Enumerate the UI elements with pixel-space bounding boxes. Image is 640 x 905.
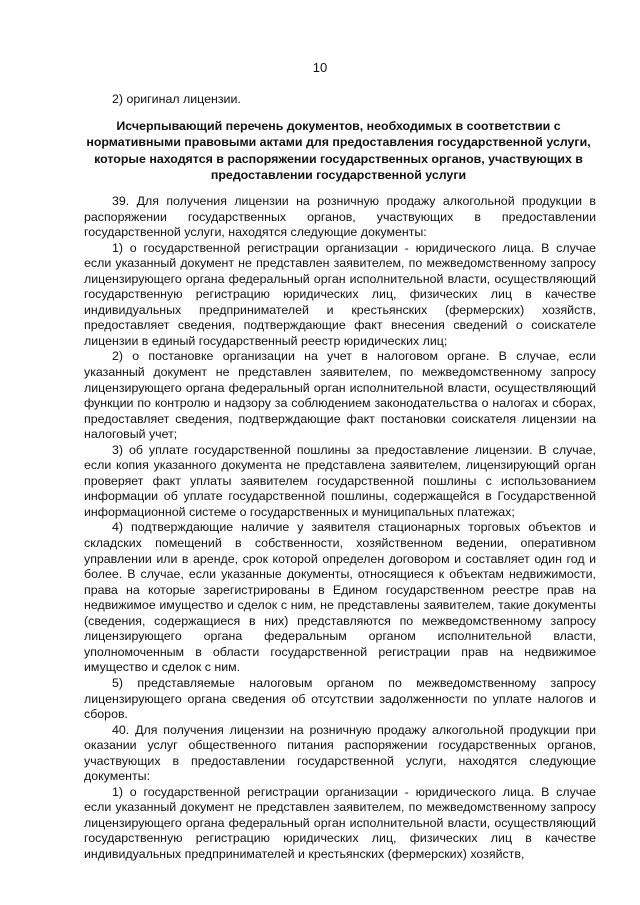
paragraph-39-intro: 39. Для получения лицензии на розничную продажу алкогольной продукции в распоряжении государственных органов, участвующих в предоставлении государственной услуги, находятся следующие документы: bbox=[84, 194, 596, 240]
original-license-item: 2) оригинал лицензии. bbox=[112, 92, 241, 106]
paragraph-40-item-1: 1) о государственной регистрации организации - юридического лица. В случае если указанный документ не представлен заявителем, по межведомственному запросу лицензирующего органа федеральный орган исполнительной власти, осуществляющий государственную регистрацию юридических лиц, физических лиц в качестве индивидуальных предпринимателей и крестьянских (фермерских) хозяйств, bbox=[84, 784, 596, 861]
document-body bbox=[84, 194, 596, 863]
section-heading: Исчерпывающий перечень документов, необходимых в соответствии с нормативными правовыми актами для предоставления государственной услуги, которые находятся в распоряжении государственных органов, участвующих в предоставлении государственной услуги bbox=[86, 119, 591, 183]
page-number: 10 bbox=[312, 60, 328, 75]
paragraph-39-item-1: 1) о государственной регистрации организации - юридического лица. В случае если указанный документ не представлен заявителем, по межведомственному запросу лицензирующего органа федеральный орган исполнительной власти, осуществляющий государственную регистрацию юридических лиц, физических лиц в качестве индивидуальных предпринимателей и крестьянских (фермерских) хозяйств, предоставляет сведения, подтверждающие факт внесения сведений о соискателе лицензии в единый государственный реестр юридических лиц; bbox=[84, 240, 596, 348]
paragraph-39-item-2: 2) о постановке организации на учет в налоговом органе. В случае, если указанный документ не представлен заявителем, по межведомственному запросу лицензирующего органа федеральный орган исполнительной власти, осуществляющий функции по контролю и надзору за соблюдением законодательства о налогах и сборах, предоставляет сведения, подтверждающие факт постановки соискателя лицензии на налоговый учет; bbox=[84, 349, 596, 442]
paragraph-39-item-5: 5) представляемые налоговым органом по межведомственному запросу лицензирующего органа сведения об отсутствии задолженности по уплате налогов и сборов. bbox=[84, 675, 596, 722]
paragraph-40-intro: 40. Для получения лицензии на розничную продажу алкогольной продукции при оказании услуг общественного питания распоряжении государственных органов, участвующих в предоставлении государственной услуги, находятся следующие документы: bbox=[84, 722, 596, 784]
paragraph-39-item-3: 3) об уплате государственной пошлины за предоставление лицензии. В случае, если копия указанного документа не представлена заявителем, лицензирующий орган проверяет факт уплаты заявителем государственной пошлины с использованием информации об уплате государственной пошлины, содержащейся в Государственной информационной системе о государственных и муниципальных платежах; bbox=[84, 442, 596, 519]
paragraph-39-item-4: 4) подтверждающие наличие у заявителя стационарных торговых объектов и складских помещений в собственности, хозяйственном ведении, оперативном управлении или в аренде, срок которой определен договором и составляет один год и более. В случае, если указанные документы, относящиеся к объектам недвижимости, права на которые зарегистрированы в Едином государственном реестре прав на недвижимое имущество и сделок с ним, не представлены заявителем, такие документы (сведения, содержащиеся в них) представляются по межведомственному запросу лицензирующего органа федеральным органом исполнительной власти, уполномоченным в области государственной регистрации прав на недвижимое имущество и сделок с ним. bbox=[84, 520, 596, 675]
